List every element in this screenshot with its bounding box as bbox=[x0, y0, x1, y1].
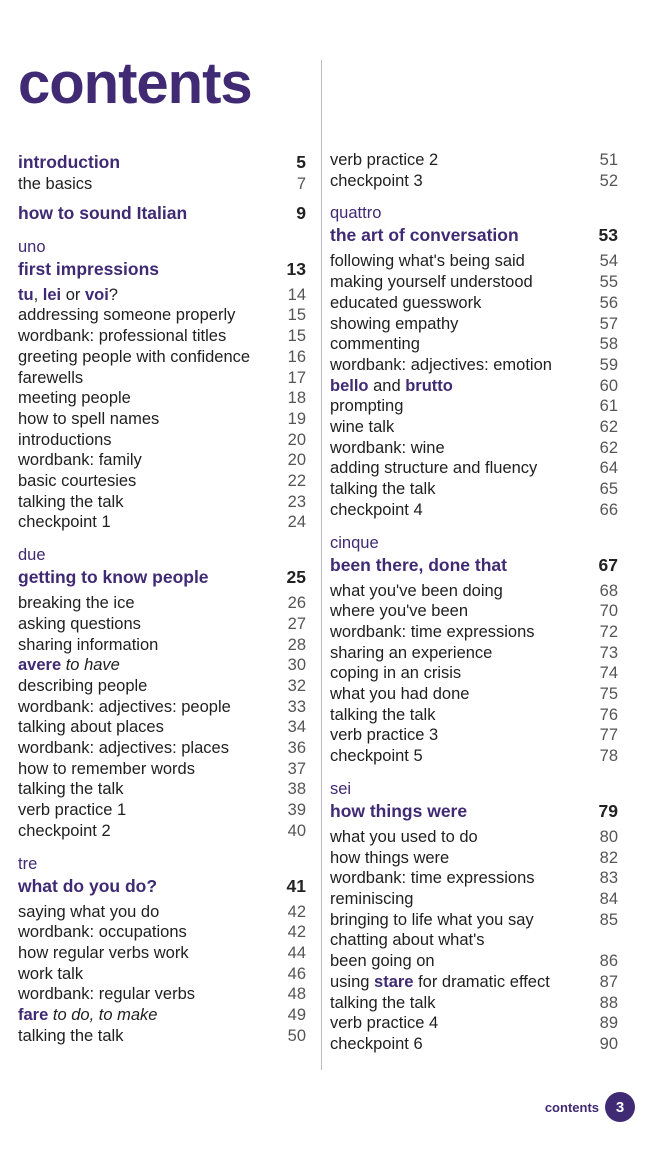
entry-title: how regular verbs work bbox=[18, 943, 189, 962]
toc-entry[interactable] bbox=[18, 450, 306, 471]
entry-title-part: , bbox=[33, 285, 43, 304]
entry-title: getting to know people bbox=[18, 567, 209, 588]
entry-title: how things were bbox=[330, 800, 468, 821]
entry-title: greeting people with confidence bbox=[18, 347, 251, 366]
page-number: 33 bbox=[287, 697, 306, 716]
toc-entry[interactable] bbox=[330, 951, 618, 972]
toc-entry[interactable] bbox=[330, 910, 618, 931]
page-number: 27 bbox=[287, 614, 306, 633]
toc-entry[interactable] bbox=[330, 581, 618, 602]
entry-title: breaking the ice bbox=[18, 594, 135, 613]
toc-entry[interactable] bbox=[18, 1005, 306, 1026]
toc-entry[interactable] bbox=[18, 635, 306, 656]
unit-heading[interactable] bbox=[330, 223, 618, 247]
page-number: 90 bbox=[599, 1034, 618, 1053]
toc-entry[interactable] bbox=[330, 972, 618, 993]
entry-title: sharing an experience bbox=[330, 643, 493, 662]
toc-entry[interactable] bbox=[18, 305, 306, 326]
entry-title: saying what you do bbox=[18, 902, 160, 921]
entry-title: work talk bbox=[18, 964, 84, 983]
page-number: 9 bbox=[296, 202, 306, 223]
entry-title: chatting about what's bbox=[330, 931, 485, 950]
toc-entry[interactable] bbox=[330, 725, 618, 746]
toc-entry[interactable] bbox=[18, 964, 306, 985]
entry-title: verb practice 4 bbox=[330, 1014, 439, 1033]
page-number: 74 bbox=[599, 664, 618, 683]
page-number: 70 bbox=[599, 602, 618, 621]
page-number: 28 bbox=[287, 635, 306, 654]
entry-title: introduction bbox=[18, 152, 121, 172]
unit-heading[interactable] bbox=[330, 553, 618, 577]
toc-entry[interactable] bbox=[330, 150, 618, 171]
entry-title: what you used to do bbox=[330, 827, 478, 846]
page-title: contents bbox=[18, 51, 252, 116]
entry-title bbox=[330, 376, 453, 397]
contents-column-right bbox=[330, 150, 618, 1055]
page-number: 83 bbox=[599, 869, 618, 888]
entry-title: wordbank: occupations bbox=[18, 923, 187, 942]
entry-title: uno bbox=[18, 237, 46, 256]
entry-title: due bbox=[18, 546, 46, 565]
entry-title-part: or bbox=[61, 285, 85, 304]
toc-entry[interactable] bbox=[18, 1026, 306, 1047]
toc-entry[interactable] bbox=[18, 943, 306, 964]
page-number: 26 bbox=[287, 594, 306, 613]
entry-title: making yourself understood bbox=[330, 273, 533, 292]
toc-entry[interactable] bbox=[18, 800, 306, 821]
page-number: 16 bbox=[287, 347, 306, 366]
toc-entry[interactable] bbox=[330, 601, 618, 622]
toc-entry[interactable] bbox=[330, 458, 618, 479]
unit-heading[interactable] bbox=[18, 565, 306, 589]
page-number: 65 bbox=[599, 480, 618, 499]
page-number: 80 bbox=[599, 827, 618, 846]
entry-title: been there, done that bbox=[330, 554, 507, 575]
page-number: 75 bbox=[599, 685, 618, 704]
page-number: 68 bbox=[599, 581, 618, 600]
entry-title-part: voi bbox=[84, 285, 109, 304]
footer-label: contents bbox=[544, 1099, 599, 1115]
toc-entry[interactable] bbox=[18, 614, 306, 635]
entry-title: the basics bbox=[18, 175, 93, 193]
page-number: 44 bbox=[287, 943, 306, 962]
toc-entry[interactable] bbox=[18, 388, 306, 409]
toc-entry[interactable] bbox=[330, 438, 618, 459]
page-number: 87 bbox=[599, 972, 618, 991]
page-number: 19 bbox=[287, 409, 306, 428]
page-number: 7 bbox=[296, 175, 306, 193]
entry-title: wordbank: time expressions bbox=[330, 869, 535, 888]
page-number: 61 bbox=[599, 397, 618, 416]
toc-entry[interactable] bbox=[18, 409, 306, 430]
toc-entry[interactable] bbox=[330, 1034, 618, 1055]
unit-label[interactable] bbox=[18, 545, 306, 565]
entry-title: coping in an crisis bbox=[330, 664, 462, 683]
entry-title: where you've been bbox=[330, 602, 468, 621]
entry-title: verb practice 3 bbox=[330, 726, 439, 745]
toc-entry[interactable] bbox=[330, 930, 618, 951]
entry-title-part: using bbox=[330, 972, 375, 991]
page-number: 25 bbox=[286, 567, 306, 588]
toc-entry[interactable] bbox=[18, 430, 306, 451]
toc-entry[interactable] bbox=[330, 334, 618, 355]
toc-entry[interactable] bbox=[330, 993, 618, 1014]
page-number: 15 bbox=[287, 327, 306, 346]
entry-title-part: ? bbox=[108, 285, 118, 304]
entry-title: verb practice 1 bbox=[18, 801, 127, 820]
entry-title: checkpoint 4 bbox=[330, 500, 423, 519]
page-number: 86 bbox=[599, 952, 618, 971]
page-number: 67 bbox=[598, 554, 618, 575]
page-number: 38 bbox=[287, 780, 306, 799]
toc-entry[interactable] bbox=[18, 676, 306, 697]
page-number: 89 bbox=[599, 1014, 618, 1033]
entry-title-part: avere bbox=[18, 656, 62, 675]
page-number: 22 bbox=[287, 472, 306, 491]
entry-title: talking the talk bbox=[330, 480, 436, 499]
toc-entry[interactable] bbox=[330, 314, 618, 335]
page-number: 72 bbox=[599, 622, 618, 641]
page-number: 85 bbox=[599, 910, 618, 929]
toc-entry[interactable] bbox=[18, 593, 306, 614]
page-number: 5 bbox=[296, 152, 306, 172]
section-heading[interactable] bbox=[18, 150, 306, 174]
entry-title bbox=[18, 655, 120, 676]
entry-title: what you had done bbox=[330, 685, 470, 704]
entry-title: wordbank: regular verbs bbox=[18, 985, 196, 1004]
entry-title-part: to do, to make bbox=[48, 1006, 158, 1025]
entry-title: what you've been doing bbox=[330, 581, 503, 600]
entry-title: how to spell names bbox=[18, 409, 160, 428]
entry-title: the art of conversation bbox=[330, 225, 519, 246]
column-divider bbox=[321, 60, 322, 1070]
entry-title-part: to have bbox=[61, 656, 120, 675]
entry-title: checkpoint 6 bbox=[330, 1034, 423, 1053]
toc-entry[interactable] bbox=[18, 655, 306, 676]
entry-title: checkpoint 5 bbox=[330, 747, 423, 766]
page-number: 57 bbox=[599, 314, 618, 333]
page-number: 82 bbox=[599, 848, 618, 867]
entry-title: describing people bbox=[18, 676, 148, 695]
unit-label[interactable] bbox=[18, 854, 306, 874]
entry-title: reminiscing bbox=[330, 889, 414, 908]
entry-title: following what's being said bbox=[330, 252, 525, 271]
page-number: 66 bbox=[599, 500, 618, 519]
entry-title: sharing information bbox=[18, 635, 159, 654]
entry-title: tre bbox=[18, 854, 38, 873]
entry-title: verb practice 2 bbox=[330, 151, 439, 169]
toc-entry[interactable] bbox=[330, 684, 618, 705]
toc-entry[interactable] bbox=[18, 347, 306, 368]
page-number: 88 bbox=[599, 993, 618, 1012]
toc-entry[interactable] bbox=[18, 717, 306, 738]
page-number: 37 bbox=[287, 759, 306, 778]
page-footer bbox=[545, 1092, 635, 1122]
entry-title: wordbank: adjectives: emotion bbox=[330, 355, 552, 374]
toc-entry[interactable] bbox=[330, 500, 618, 521]
entry-title: wordbank: adjectives: places bbox=[18, 739, 229, 758]
toc-entry[interactable] bbox=[18, 326, 306, 347]
toc-entry[interactable] bbox=[330, 417, 618, 438]
page-number: 20 bbox=[287, 451, 306, 470]
entry-title: checkpoint 3 bbox=[330, 171, 423, 190]
toc-entry[interactable] bbox=[330, 293, 618, 314]
entry-title: talking about places bbox=[18, 718, 164, 737]
entry-title: wordbank: professional titles bbox=[18, 327, 227, 346]
entry-title: adding structure and fluency bbox=[330, 459, 538, 478]
toc-entry[interactable] bbox=[18, 512, 306, 533]
page-number: 51 bbox=[599, 151, 618, 169]
toc-entry[interactable] bbox=[330, 376, 618, 397]
page-number: 13 bbox=[286, 258, 306, 279]
toc-entry[interactable] bbox=[330, 251, 618, 272]
entry-title-part: tu bbox=[18, 285, 34, 304]
entry-title: addressing someone properly bbox=[18, 306, 236, 325]
toc-entry[interactable] bbox=[18, 285, 306, 306]
page-number-badge: 3 bbox=[605, 1092, 635, 1122]
unit-label[interactable] bbox=[330, 203, 618, 223]
page-number: 17 bbox=[287, 368, 306, 387]
entry-title: talking the talk bbox=[330, 705, 436, 724]
entry-title bbox=[18, 1005, 157, 1026]
entry-title: wordbank: time expressions bbox=[330, 622, 535, 641]
page-number: 20 bbox=[287, 430, 306, 449]
page-number: 49 bbox=[287, 1006, 306, 1025]
page-number: 54 bbox=[599, 252, 618, 271]
page-number: 77 bbox=[599, 726, 618, 745]
entry-title bbox=[330, 972, 550, 993]
entry-title: commenting bbox=[330, 335, 420, 354]
page-number: 40 bbox=[287, 821, 306, 840]
entry-title: how to remember words bbox=[18, 759, 195, 778]
toc-entry[interactable] bbox=[18, 368, 306, 389]
entry-title: educated guesswork bbox=[330, 293, 482, 312]
page-number: 53 bbox=[598, 225, 618, 246]
entry-title: checkpoint 1 bbox=[18, 513, 111, 532]
page-number: 52 bbox=[599, 171, 618, 190]
entry-title: how to sound Italian bbox=[18, 202, 188, 223]
page-number: 34 bbox=[287, 718, 306, 737]
entry-title: quattro bbox=[330, 204, 382, 223]
toc-entry[interactable] bbox=[330, 889, 618, 910]
entry-title: cinque bbox=[330, 533, 379, 552]
entry-title: showing empathy bbox=[330, 314, 459, 333]
page-number: 60 bbox=[599, 376, 618, 395]
toc-entry[interactable] bbox=[18, 471, 306, 492]
page-number: 73 bbox=[599, 643, 618, 662]
toc-entry[interactable] bbox=[18, 759, 306, 780]
entry-title: talking the talk bbox=[18, 492, 124, 511]
toc-entry[interactable] bbox=[330, 868, 618, 889]
toc-entry[interactable] bbox=[330, 355, 618, 376]
page-number: 59 bbox=[599, 355, 618, 374]
entry-title: bringing to life what you say bbox=[330, 910, 534, 929]
unit-label[interactable] bbox=[330, 779, 618, 799]
toc-entry[interactable] bbox=[330, 827, 618, 848]
toc-entry[interactable] bbox=[330, 643, 618, 664]
toc-entry[interactable] bbox=[330, 746, 618, 767]
entry-title-part: and bbox=[368, 376, 406, 395]
page-number: 79 bbox=[598, 800, 618, 821]
entry-title-part: lei bbox=[42, 285, 62, 304]
entry-title: basic courtesies bbox=[18, 472, 137, 491]
toc-entry[interactable] bbox=[330, 705, 618, 726]
entry-title: asking questions bbox=[18, 614, 141, 633]
toc-entry[interactable] bbox=[330, 396, 618, 417]
page-number: 78 bbox=[599, 747, 618, 766]
entry-title-part: stare bbox=[374, 972, 414, 991]
entry-title: farewells bbox=[18, 368, 84, 387]
section-heading[interactable] bbox=[18, 201, 306, 225]
toc-entry[interactable] bbox=[18, 922, 306, 943]
entry-title: what do you do? bbox=[18, 875, 158, 896]
page-number: 18 bbox=[287, 389, 306, 408]
page-number: 58 bbox=[599, 335, 618, 354]
toc-entry[interactable] bbox=[330, 622, 618, 643]
page-number: 46 bbox=[287, 964, 306, 983]
page-number: 14 bbox=[287, 285, 306, 304]
page-number: 76 bbox=[599, 705, 618, 724]
page-number: 15 bbox=[287, 306, 306, 325]
entry-title: talking the talk bbox=[330, 993, 436, 1012]
unit-heading[interactable] bbox=[330, 799, 618, 823]
toc-entry[interactable] bbox=[330, 1013, 618, 1034]
toc-entry[interactable] bbox=[18, 174, 306, 195]
page-number: 62 bbox=[599, 418, 618, 437]
entry-title-part: bello bbox=[330, 376, 369, 395]
entry-title-part: for dramatic effect bbox=[413, 972, 550, 991]
toc-entry[interactable] bbox=[18, 779, 306, 800]
entry-title: wordbank: adjectives: people bbox=[18, 697, 231, 716]
entry-title bbox=[18, 285, 118, 306]
page-number: 30 bbox=[287, 656, 306, 675]
entry-title: talking the talk bbox=[18, 1026, 124, 1045]
page-number: 24 bbox=[287, 513, 306, 532]
page-number: 42 bbox=[287, 902, 306, 921]
page-number: 50 bbox=[287, 1026, 306, 1045]
entry-title: been going on bbox=[330, 952, 435, 971]
page-number: 39 bbox=[287, 801, 306, 820]
toc-entry[interactable] bbox=[330, 663, 618, 684]
entry-title: prompting bbox=[330, 397, 404, 416]
toc-entry[interactable] bbox=[330, 171, 618, 192]
toc-entry[interactable] bbox=[330, 272, 618, 293]
entry-title-part: brutto bbox=[405, 376, 453, 395]
page-number: 42 bbox=[287, 923, 306, 942]
page-number: 62 bbox=[599, 438, 618, 457]
unit-heading[interactable] bbox=[18, 257, 306, 281]
toc-entry[interactable] bbox=[18, 697, 306, 718]
entry-title: meeting people bbox=[18, 389, 131, 408]
toc-entry[interactable] bbox=[18, 984, 306, 1005]
entry-title: how things were bbox=[330, 848, 450, 867]
page-number: 41 bbox=[286, 875, 306, 896]
entry-title: wordbank: wine bbox=[330, 438, 445, 457]
toc-entry[interactable] bbox=[330, 848, 618, 869]
entry-title: wordbank: family bbox=[18, 451, 142, 470]
unit-label[interactable] bbox=[18, 237, 306, 257]
toc-entry[interactable] bbox=[18, 738, 306, 759]
toc-entry[interactable] bbox=[330, 479, 618, 500]
toc-entry[interactable] bbox=[18, 492, 306, 513]
page-number: 84 bbox=[599, 889, 618, 908]
page-number: 32 bbox=[287, 676, 306, 695]
entry-title: introductions bbox=[18, 430, 112, 449]
page-number: 64 bbox=[599, 459, 618, 478]
toc-entry[interactable] bbox=[18, 821, 306, 842]
unit-heading[interactable] bbox=[18, 874, 306, 898]
entry-title: talking the talk bbox=[18, 780, 124, 799]
page-number: 36 bbox=[287, 739, 306, 758]
entry-title: sei bbox=[330, 779, 352, 798]
page-number: 55 bbox=[599, 273, 618, 292]
entry-title: wine talk bbox=[330, 418, 395, 437]
unit-label[interactable] bbox=[330, 533, 618, 553]
page-number: 48 bbox=[287, 985, 306, 1004]
entry-title: first impressions bbox=[18, 258, 160, 279]
entry-title: checkpoint 2 bbox=[18, 821, 111, 840]
toc-entry[interactable] bbox=[18, 902, 306, 923]
contents-column-left bbox=[18, 150, 306, 1047]
page-number: 23 bbox=[287, 492, 306, 511]
page-number: 56 bbox=[599, 293, 618, 312]
entry-title-part: fare bbox=[18, 1006, 49, 1025]
